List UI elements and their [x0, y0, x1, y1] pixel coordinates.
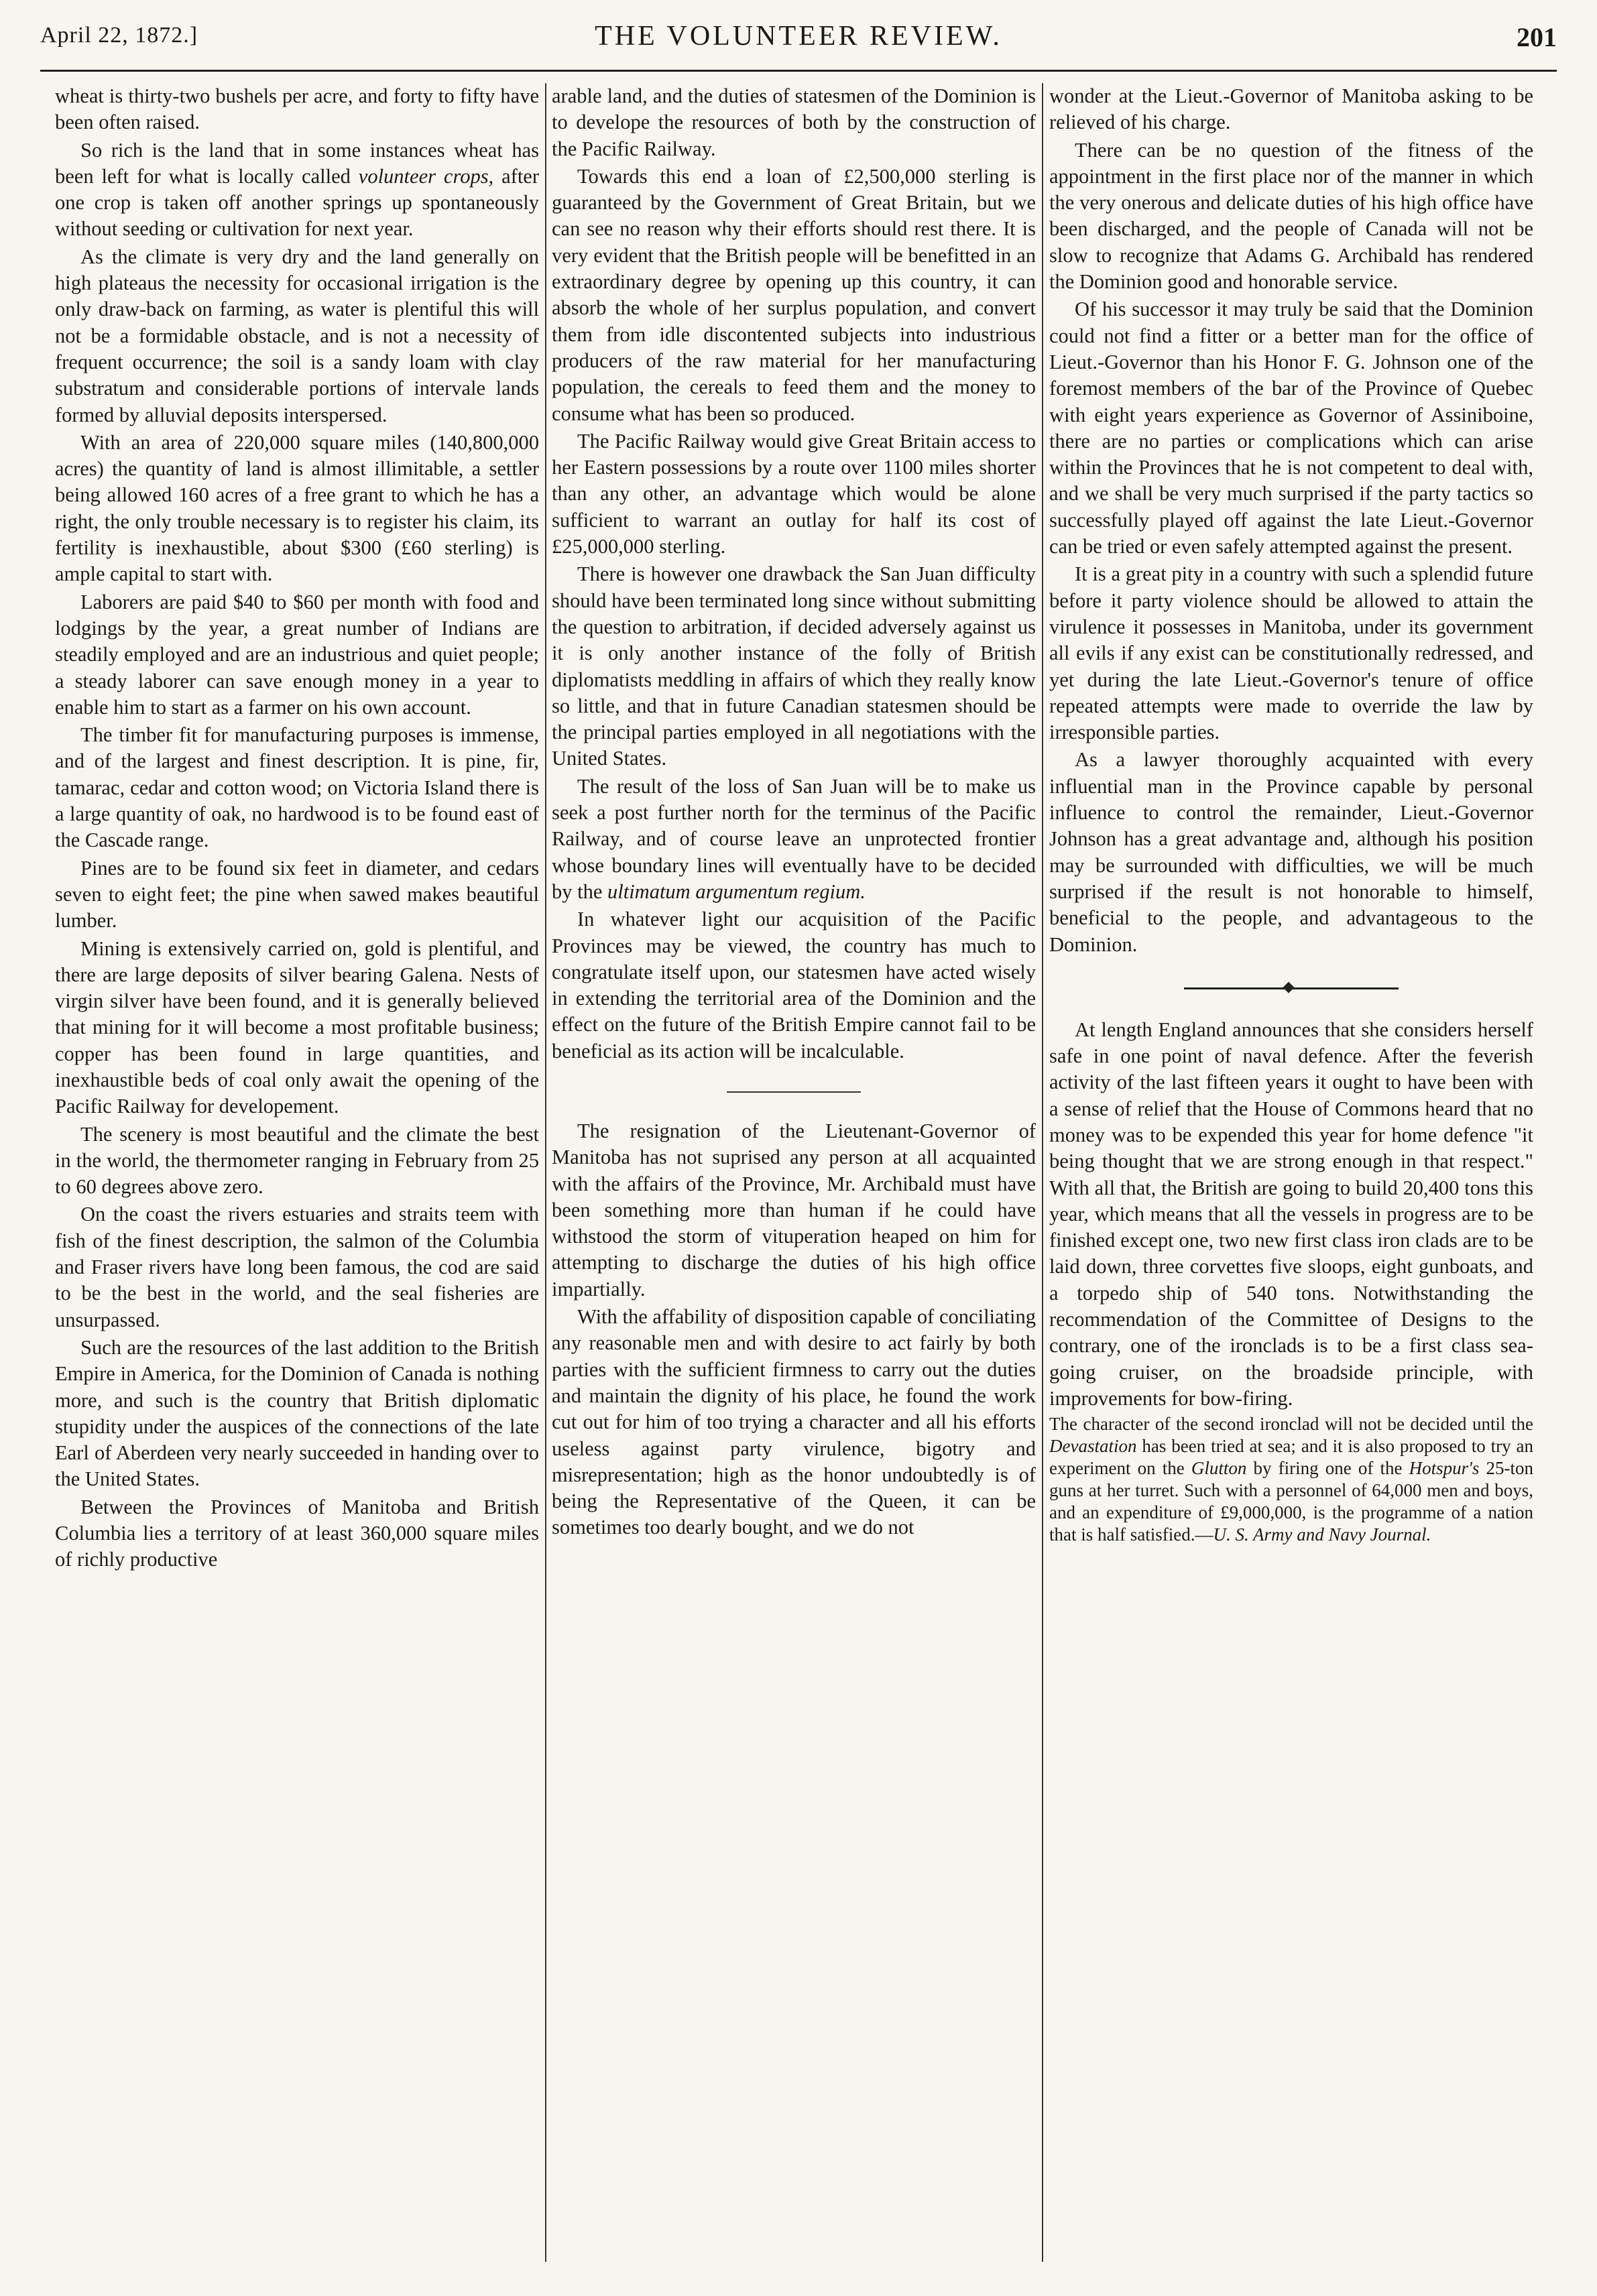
- paragraph: wheat is thirty-two bushels per acre, and forty to fifty have been often raised.: [55, 84, 539, 134]
- paragraph: As a lawyer thoroughly acquainted with every influential man in the Province capable by personal influence to control the remainder, Lieut.-Governor Johnson has a great advantage and, although his position may be surrounded with difficulties, we will be much surprised if the result is not honorable to himself, beneficial to the people, and advantageous to the Dominion.: [1049, 748, 1533, 956]
- paragraph: wonder at the Lieut.-Governor of Manitoba asking to be relieved of his charge.: [1049, 84, 1533, 134]
- paragraph: The character of the second ironclad will not be decided until the Devastation has been tried at sea; and it is also proposed to try an experiment on the Glutton by firing one of the Hotspur's 25-ton guns at her turret. Such with a personnel of 64,000 men and boys, and an expenditure of £9,000,000, is the programme of a nation that is half satisfied.—U. S. Army and Navy Journal.: [1049, 1414, 1533, 1545]
- publication-title: THE VOLUNTEER REVIEW.: [595, 21, 1002, 52]
- column-3: [1049, 83, 1533, 2262]
- column-divider: [1042, 83, 1043, 2262]
- article-separator: [727, 1091, 861, 1093]
- paragraph: So rich is the land that in some instances wheat has been left for what is locally called volunteer crops, after one crop is taken off another springs up spontaneously without seeding or cultivation for next year.: [55, 138, 539, 241]
- paragraph: Mining is extensively carried on, gold is plentiful, and there are large deposits of silver bearing Galena. Nests of virgin silver have been found, and it is generally believed that mining for it will become a most profitable business; copper has been found in large quantities, and inexhaustible beds of coal only await the opening of the Pacific Railway for developement.: [55, 936, 539, 1118]
- paragraph: With the affability of disposition capable of conciliating any reasonable men and with desire to act fairly by both parties with the sufficient firmness to carry out the duties and maintain the dignity of his place, he found the work cut out for him of too trying a character and all his efforts useless against party virulence, bigotry and misrepresentation; high as the honor undoubtedly is of being the Representative of the Queen, it can be sometimes too dearly bought, and we do not: [552, 1305, 1036, 1539]
- paragraph: With an area of 220,000 square miles (140,800,000 acres) the quantity of land is almost illimitable, a settler being allowed 160 acres of a free grant to which he has a right, the only trouble necessary is to register his claim, its fertility is inexhaustible, about $300 (£60 sterling) is ample capital to start with.: [55, 430, 539, 586]
- paragraph: The timber fit for manufacturing purposes is immense, and of the largest and finest description. It is pine, fir, tamarac, cedar and cotton wood; on Victoria Island there is a large quantity of oak, no hardwood is to be found east of the Cascade range.: [55, 723, 539, 852]
- paragraph: Towards this end a loan of £2,500,000 sterling is guaranteed by the Government of Great Britain, but we can see no reason why their efforts should rest there. It is very evident that the British people will be benefitted in an extraordinary degree by opening up this country, it can absorb the whole of her surplus population, and convert them from idle discontented subjects into industrious producers of the raw material for her manufacturing population, the cereals to feed them and the money to consume what has been so produced.: [552, 164, 1036, 425]
- paragraph: Of his successor it may truly be said that the Dominion could not find a fitter or a better man for the office of Lieut.-Governor than his Honor F. G. Johnson one of the foremost members of the bar of the Province of Quebec with eight years experience as Governor of Assiniboine, there are no parties or complications which can arise within the Provinces that he is not competent to deal with, and we shall be very much surprised if the party tactics so successfully played off against the late Lieut.-Governor can be tried or even safely attempted against the present.: [1049, 298, 1533, 558]
- paragraph: The Pacific Railway would give Great Britain access to her Eastern possessions by a route over 1100 miles shorter than any other, an advantage which would be alone sufficient to warrant an outlay for half its cost of £25,000,000 sterling.: [552, 429, 1036, 558]
- paragraph: There is however one drawback the San Juan difficulty should have been terminated long since without submitting the question to arbitration, if decided adversely against us it is only another instance of the folly of British diplomatists meddling in affairs of which they really know so little, and that in future Canadian statesmen should be the principal parties employed in all negotiations with the United States.: [552, 562, 1036, 770]
- paragraph: Between the Provinces of Manitoba and British Columbia lies a territory of at least 360,000 square miles of richly productive: [55, 1495, 539, 1571]
- paragraph: On the coast the rivers estuaries and straits teem with fish of the finest description, the salmon of the Columbia and Fraser rivers have long been famous, the cod are said to be the best in the world, and the seal fisheries are unsurpassed.: [55, 1203, 539, 1331]
- paragraph: Pines are to be found six feet in diameter, and cedars seven to eight feet; the pine when sawed makes beautiful lumber.: [55, 856, 539, 932]
- paragraph: In whatever light our acquisition of the Pacific Provinces may be viewed, the country has much to congratulate itself upon, our statesmen have acted wisely in extending the territorial area of the Dominion and the effect on the future of the British Empire cannot fail to be beneficial as its action will be incalculable.: [552, 908, 1036, 1063]
- issue-date: April 22, 1872.]: [40, 23, 198, 48]
- column-2: [552, 83, 1036, 2262]
- paragraph: arable land, and the duties of statesmen of the Dominion is to develope the resources of both by the construction of the Pacific Railway.: [552, 84, 1036, 160]
- column-1: [55, 83, 539, 2262]
- page-number: 201: [1517, 22, 1557, 52]
- header-rule: [40, 70, 1557, 72]
- diamond-separator: [1184, 985, 1399, 991]
- paragraph: At length England announces that she considers herself safe in one point of naval defence. After the feverish activity of the last fifteen years it ought to have been with a sense of relief that the House of Commons heard that no money was to be expended this year for home defence "it being thought that we are strong enough in that respect." With all that, the British are going to build 20,400 tons this year, which means that all the vessels in progress are to be finished except one, two new first class iron clads are to be laid down, three corvettes five sloops, eight gunboats, and a torpedo ship of 540 tons. Notwithstanding the recommendation of the Committee of Designs to the contrary, one of the ironclads is to be a first class sea-going cruiser, on the broadside principle, with improvements for bow-firing.: [1049, 1018, 1533, 1410]
- column-divider: [545, 83, 546, 2262]
- paragraph: Laborers are paid $40 to $60 per month with food and lodgings by the year, a great number of Indians are steadily employed and are an industrious and quiet people; a steady laborer can save enough money in a year to enable him to start as a farmer on his own account.: [55, 590, 539, 719]
- paragraph: The resignation of the Lieutenant-Governor of Manitoba has not suprised any person at all acquainted with the affairs of the Province, Mr. Archibald must have been something more than human if he could have withstood the storm of vituperation heaped on him for attempting to discharge the duties of his high office impartially.: [552, 1119, 1036, 1301]
- page-header: [40, 15, 1557, 62]
- paragraph: As the climate is very dry and the land generally on high plateaus the necessity for occasional irrigation is the only draw-back on farming, as water is plentiful this will not be a formidable obstacle, and is not a necessity of frequent occurrence; the soil is a sandy loam with clay substratum and considerable portions of intervale lands formed by alluvial deposits interspersed.: [55, 245, 539, 426]
- paragraph: The scenery is most beautiful and the climate the best in the world, the thermometer ranging in February from 25 to 60 degrees above zero.: [55, 1122, 539, 1199]
- paragraph: It is a great pity in a country with such a splendid future before it party violence should be allowed to attain the virulence it possesses in Manitoba, under its government all evils if any exist can be constitutionally redressed, and yet during the late Lieut.-Governor's tenure of office repeated attempts were made to override the law by irresponsible parties.: [1049, 562, 1533, 744]
- paragraph: Such are the resources of the last addition to the British Empire in America, for the Dominion of Canada is nothing more, and such is the country that British diplomatic stupidity under the auspices of the connections of the late Earl of Aberdeen very nearly succeeded in handing over to the United States.: [55, 1335, 539, 1491]
- paragraph: The result of the loss of San Juan will be to make us seek a post further north for the terminus of the Pacific Railway, and of course leave an unprotected frontier whose boundary lines will eventually have to be decided by the ultimatum argumentum regium.: [552, 774, 1036, 903]
- paragraph: There can be no question of the fitness of the appointment in the first place nor of the manner in which the very onerous and delicate duties of his high office have been discharged, and the people of Canada will not be slow to recognize that Adams G. Archibald has rendered the Dominion good and honorable service.: [1049, 138, 1533, 294]
